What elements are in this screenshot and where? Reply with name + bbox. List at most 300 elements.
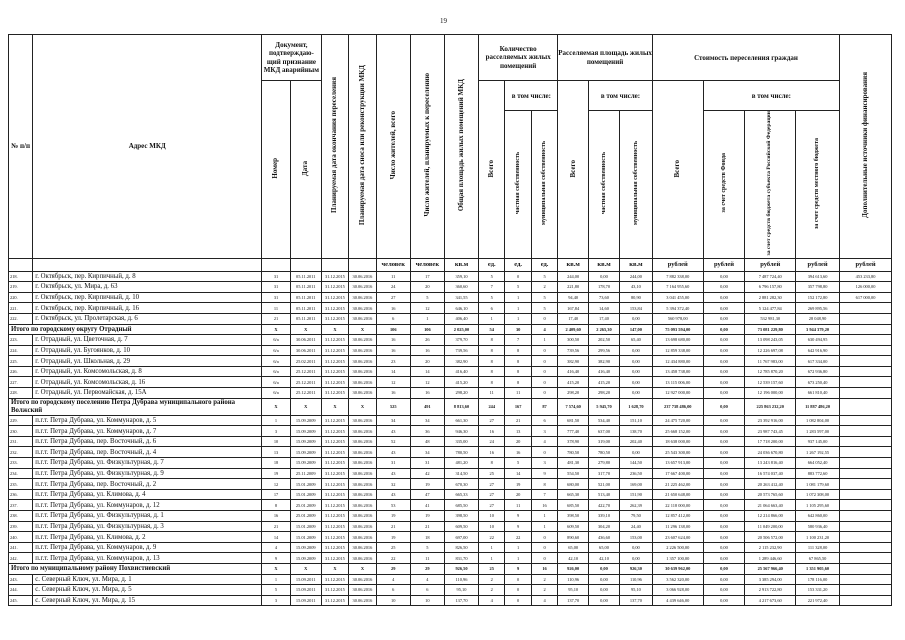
value-cell: 3 041 455,00 xyxy=(652,292,703,303)
value-cell: 5 945,70 xyxy=(589,398,620,415)
row-number: 218. xyxy=(9,271,33,282)
address-cell: п.г.т. Петра Дубрава, ул. Физкультурная, д. 1 xyxy=(33,511,262,522)
value-cell: 15.09.2011 xyxy=(290,585,321,596)
value-cell: 11 xyxy=(479,388,505,399)
value-cell: 0 xyxy=(505,574,531,585)
value-cell xyxy=(840,521,892,532)
units-row xyxy=(9,258,892,271)
value-cell: 18 xyxy=(262,458,291,469)
value-cell: 9 xyxy=(505,511,531,522)
value-cell: 19 xyxy=(410,511,444,522)
value-cell: 16 xyxy=(479,447,505,458)
address-cell: г. Отрадный, ул. Цветочная, д. 7 xyxy=(33,335,262,346)
value-cell: 1 xyxy=(531,335,557,346)
value-cell: 14 xyxy=(410,366,444,377)
header-area-private: частная собственность xyxy=(600,152,607,215)
value-cell: 11 xyxy=(262,303,291,314)
value-cell: 0,00 xyxy=(703,282,745,293)
value-cell: X xyxy=(262,398,291,415)
row-number: 228. xyxy=(9,388,33,399)
value-cell xyxy=(840,468,892,479)
value-cell: 23 607 624,00 xyxy=(652,532,703,543)
value-cell: 17,40 xyxy=(558,313,589,324)
value-cell: 153 331,20 xyxy=(796,585,840,596)
unit-cell: кв.м xyxy=(444,258,478,271)
value-cell: 42,10 xyxy=(589,553,620,564)
value-cell: 661 810,40 xyxy=(796,388,840,399)
value-cell: 0,00 xyxy=(703,521,745,532)
value-cell: 15.09.2009 xyxy=(290,553,321,564)
value-cell: 15.01.2009 xyxy=(290,479,321,490)
value-cell: 685,50 xyxy=(558,500,589,511)
header-address: Адрес МКД xyxy=(33,35,262,259)
header-planned-demolition: Планируемая дата сноса или реконструкции МКД xyxy=(357,65,366,226)
value-cell: 1 xyxy=(479,542,505,553)
value-cell: 665,30 xyxy=(558,489,589,500)
header-area-municipal: муниципальная собственность xyxy=(632,141,639,226)
value-cell: 8 xyxy=(531,479,557,490)
unit-cell: ед. xyxy=(505,258,531,271)
value-cell: 0,00 xyxy=(703,447,745,458)
value-cell xyxy=(840,489,892,500)
value-cell: 30 xyxy=(505,324,531,335)
value-cell: 25.12.2011 xyxy=(290,366,321,377)
value-cell: 11 xyxy=(505,388,531,399)
value-cell: 3 944 379,20 xyxy=(796,324,840,335)
address-cell: п.г.т. Петра Дубрава, ул. Физкультурная, д. 3 xyxy=(33,521,262,532)
header-count-private: частная собственность xyxy=(515,152,521,215)
table-row xyxy=(9,303,892,314)
value-cell: 54 xyxy=(479,324,505,335)
address-cell: п.г.т. Петра Дубрава, ул. Физкультурная, д. 9 xyxy=(33,468,262,479)
value-cell: 382,90 xyxy=(558,356,589,367)
value-cell: 14 xyxy=(505,468,531,479)
value-cell: 31.12.2015 xyxy=(321,377,349,388)
value-cell: 532 981,30 xyxy=(745,313,796,324)
address-cell: п.г.т. Петра Дубрава, ул. Климова, д. 4 xyxy=(33,489,262,500)
value-cell: 8 xyxy=(505,377,531,388)
value-cell: 05.11.2011 xyxy=(290,282,321,293)
value-cell xyxy=(840,479,892,490)
value-cell: 554,50 xyxy=(558,468,589,479)
value-cell: 0,00 xyxy=(619,345,652,356)
value-cell: 25.11.2009 xyxy=(290,468,321,479)
value-cell: 30.06.2016 xyxy=(349,468,377,479)
value-cell: 21 xyxy=(410,521,444,532)
address-cell: п.г.т. Петра Дубрава, пер. Восточный, д. 2 xyxy=(33,479,262,490)
value-cell: 831,70 xyxy=(444,553,478,564)
value-cell: 167,84 xyxy=(558,303,589,314)
value-cell: 8 xyxy=(479,366,505,377)
value-cell: 4 xyxy=(531,595,557,606)
value-cell: 1 xyxy=(262,574,291,585)
value-cell: 20 xyxy=(505,489,531,500)
value-cell: 3 xyxy=(262,426,291,437)
value-cell: 7 xyxy=(479,282,505,293)
value-cell: 13 098 243,05 xyxy=(745,335,796,346)
row-number: 234. xyxy=(9,468,33,479)
value-cell: 1 357 100,00 xyxy=(652,553,703,564)
resettlement-table xyxy=(8,34,892,606)
value-cell: 7 882 338,00 xyxy=(652,271,703,282)
value-cell: 11 xyxy=(376,271,410,282)
value-cell: 0,00 xyxy=(619,366,652,377)
value-cell: 15.01.2009 xyxy=(290,521,321,532)
value-cell: 12 xyxy=(262,479,291,490)
value-cell: 14 xyxy=(376,366,410,377)
value-cell: 15.09.2009 xyxy=(290,447,321,458)
value-cell: 378,90 xyxy=(558,436,589,447)
value-cell: 30.06.2011 xyxy=(290,335,321,346)
header-cost-total: Всего xyxy=(673,159,682,178)
table-row xyxy=(9,521,892,532)
page-number: 19 xyxy=(440,17,447,25)
value-cell: 3 xyxy=(531,426,557,437)
value-cell: 8 xyxy=(262,500,291,511)
value-cell: 24 036 670,80 xyxy=(745,447,796,458)
value-cell: 110,96 xyxy=(558,574,589,585)
value-cell xyxy=(840,335,892,346)
value-cell: 13 xyxy=(262,447,291,458)
value-cell: 13 698 680,00 xyxy=(652,335,703,346)
value-cell: 31.12.2015 xyxy=(321,426,349,437)
value-cell: 6 xyxy=(410,585,444,596)
value-cell: 15.01.2009 xyxy=(290,532,321,543)
value-cell: 883 772,60 xyxy=(796,468,840,479)
header-doc-date: Дата xyxy=(301,160,310,176)
value-cell: 12 857 412,00 xyxy=(652,511,703,522)
value-cell: 10 xyxy=(262,436,291,447)
value-cell: 34 xyxy=(410,415,444,426)
value-cell: 30.06.2016 xyxy=(349,542,377,553)
value-cell: 147,00 xyxy=(619,324,652,335)
value-cell: 0,00 xyxy=(619,553,652,564)
value-cell: 780,50 xyxy=(444,447,478,458)
row-number: 242. xyxy=(9,553,33,564)
value-cell: 16 xyxy=(376,345,410,356)
address-cell: г. Отрадный, ул. Комсомольская, д. 8 xyxy=(33,366,262,377)
value-cell: 9 xyxy=(505,563,531,574)
value-cell: 31.12.2015 xyxy=(321,345,349,356)
value-cell: 481,20 xyxy=(444,458,478,469)
row-number: 232. xyxy=(9,447,33,458)
value-cell xyxy=(840,511,892,522)
value-cell: 19 xyxy=(410,479,444,490)
value-cell: 6/а xyxy=(262,335,291,346)
value-cell: 18 xyxy=(410,532,444,543)
value-cell: 73,60 xyxy=(589,292,620,303)
value-cell: 26 xyxy=(410,335,444,346)
value-cell: 31.12.2015 xyxy=(321,553,349,564)
value-cell xyxy=(840,436,892,447)
value-cell: 0,00 xyxy=(619,377,652,388)
value-cell: 0,00 xyxy=(703,313,745,324)
value-cell: 0 xyxy=(531,356,557,367)
row-number: 233. xyxy=(9,458,33,469)
value-cell: 0,00 xyxy=(703,271,745,282)
value-cell: 1 081 179,60 xyxy=(796,479,840,490)
total-row xyxy=(9,398,892,415)
row-number: 238. xyxy=(9,511,33,522)
value-cell: 415,20 xyxy=(589,377,620,388)
value-cell: 25.02.2011 xyxy=(290,356,321,367)
header-additional: Дополнительные источники финансирования xyxy=(860,72,869,219)
value-cell: 7 164 955,60 xyxy=(652,282,703,293)
value-cell: 24 475 720,00 xyxy=(652,415,703,426)
value-cell: 422,70 xyxy=(589,500,620,511)
row-number: 219. xyxy=(9,282,33,293)
value-cell: 21 xyxy=(505,415,531,426)
value-cell: 12 214 866,00 xyxy=(745,511,796,522)
unit-cell: человек xyxy=(410,258,444,271)
value-cell: 178,70 xyxy=(589,282,620,293)
value-cell: 4 xyxy=(262,542,291,553)
value-cell: 3 066 928,00 xyxy=(652,585,703,596)
value-cell: 30.06.2016 xyxy=(349,458,377,469)
value-cell: 151,90 xyxy=(619,489,652,500)
value-cell: 1 xyxy=(410,313,444,324)
value-cell: 43 xyxy=(376,447,410,458)
value-cell: 6/а xyxy=(262,356,291,367)
value-cell xyxy=(840,398,892,415)
value-cell: 382,90 xyxy=(444,356,478,367)
value-cell: 11 887 486,20 xyxy=(796,398,840,415)
value-cell: 341,55 xyxy=(444,292,478,303)
value-cell: 453 233,80 xyxy=(840,271,892,282)
value-cell: 17 xyxy=(262,489,291,500)
value-cell: X xyxy=(290,324,321,335)
value-cell: 15.09.2009 xyxy=(290,458,321,469)
value-cell: 642 860,00 xyxy=(796,511,840,522)
value-cell: 926,30 xyxy=(619,563,652,574)
value-cell: 21 xyxy=(262,521,291,532)
value-cell: 1 072 308,00 xyxy=(796,489,840,500)
value-cell: 630 494,95 xyxy=(796,335,840,346)
address-cell: п.г.т. Петра Дубрава, ул. Коммунаров, д. 9 xyxy=(33,542,262,553)
value-cell: 2 226 500,00 xyxy=(652,542,703,553)
table-row xyxy=(9,542,892,553)
header-residents: Число жителей, всего xyxy=(388,111,397,180)
table-row xyxy=(9,271,892,282)
value-cell: 0,00 xyxy=(703,542,745,553)
unit-cell: рублей xyxy=(796,258,840,271)
value-cell: 30.06.2016 xyxy=(349,366,377,377)
value-cell: 14,60 xyxy=(589,303,620,314)
row-number: 222. xyxy=(9,313,33,324)
value-cell: 30.06.2016 xyxy=(349,426,377,437)
address-cell: п.г.т. Петра Дубрава, ул. Коммунаров, д. 5 xyxy=(33,415,262,426)
value-cell xyxy=(840,415,892,426)
value-cell: 31.12.2015 xyxy=(321,436,349,447)
value-cell: 6/а xyxy=(262,388,291,399)
value-cell: 0,00 xyxy=(703,458,745,469)
value-cell: 664 052,40 xyxy=(796,458,840,469)
value-cell: 29 xyxy=(376,563,410,574)
value-cell: 685,50 xyxy=(444,500,478,511)
value-cell: 30.06.2016 xyxy=(349,303,377,314)
value-cell: 31.12.2015 xyxy=(321,585,349,596)
value-cell: 30.06.2016 xyxy=(349,271,377,282)
value-cell: 23 987 743,45 xyxy=(745,426,796,437)
value-cell: 27 xyxy=(479,500,505,511)
value-cell: 2 xyxy=(479,574,505,585)
value-cell: 6/а xyxy=(262,366,291,377)
value-cell: 0 xyxy=(531,377,557,388)
value-cell: 415,20 xyxy=(558,377,589,388)
row-number: 236. xyxy=(9,489,33,500)
value-cell: 6/а xyxy=(262,345,291,356)
address-cell: с. Северный Ключ, ул. Мира, д. 1 xyxy=(33,574,262,585)
value-cell xyxy=(840,458,892,469)
value-cell: 1 xyxy=(505,542,531,553)
value-cell: 4 xyxy=(531,436,557,447)
value-cell: 609,50 xyxy=(444,521,478,532)
unit-cell: кв.м xyxy=(558,258,589,271)
value-cell: 20 573 765,60 xyxy=(745,489,796,500)
value-cell: 137,70 xyxy=(444,595,478,606)
value-cell: 926,00 xyxy=(558,563,589,574)
value-cell: 6/а xyxy=(262,377,291,388)
header-cost-subject: за счет средств бюджета субъекта Российской Федерации xyxy=(766,111,773,256)
header-count-municipal: муниципальная собственность xyxy=(541,141,548,226)
value-cell: 31.12.2015 xyxy=(321,335,349,346)
row-number: 244. xyxy=(9,585,33,596)
table-row xyxy=(9,388,892,399)
value-cell: 31.12.2015 xyxy=(321,521,349,532)
value-cell: 52 xyxy=(376,436,410,447)
table-row xyxy=(9,468,892,479)
total-row xyxy=(9,324,892,335)
unit-cell: рублей xyxy=(652,258,703,271)
value-cell: 0,00 xyxy=(703,585,745,596)
address-cell: с. Северный Ключ, ул. Мира, д. 15 xyxy=(33,595,262,606)
value-cell: 269 895,56 xyxy=(796,303,840,314)
value-cell: 890,60 xyxy=(558,532,589,543)
value-cell: 94,40 xyxy=(558,292,589,303)
row-number: 231. xyxy=(9,436,33,447)
value-cell: 2 xyxy=(479,585,505,596)
value-cell: 31.12.2015 xyxy=(321,292,349,303)
value-cell: 16 xyxy=(262,511,291,522)
value-cell: 11 xyxy=(410,553,444,564)
value-cell: 31 xyxy=(410,458,444,469)
value-cell xyxy=(840,447,892,458)
value-cell: 12 785 870,20 xyxy=(745,366,796,377)
value-cell: 24 xyxy=(376,282,410,293)
value-cell: 27 xyxy=(479,489,505,500)
value-cell: 2 025,00 xyxy=(444,324,478,335)
table-row xyxy=(9,313,892,324)
header-count-rooms: Количество расселяемых жилых помещений xyxy=(479,35,558,81)
table-row xyxy=(9,335,892,346)
value-cell: 1 xyxy=(262,415,291,426)
value-cell: 436,60 xyxy=(589,532,620,543)
total-label: Итого по городскому округу Отрадный xyxy=(9,324,262,335)
row-number: 235. xyxy=(9,479,33,490)
unit-cell xyxy=(349,258,377,271)
value-cell: 357 798,80 xyxy=(796,282,840,293)
value-cell: 65,00 xyxy=(558,542,589,553)
header-planned-end: Планируемая дата окончания переселения xyxy=(330,77,339,214)
value-cell: 31.12.2015 xyxy=(321,271,349,282)
value-cell: 12 539 157,60 xyxy=(745,377,796,388)
value-cell: 5 xyxy=(410,542,444,553)
value-cell: 617 000,00 xyxy=(840,292,892,303)
value-cell: 32 xyxy=(376,479,410,490)
value-cell: 31.12.2015 xyxy=(321,595,349,606)
value-cell: 11 296 138,00 xyxy=(652,521,703,532)
table-row xyxy=(9,479,892,490)
value-cell: 30.06.2016 xyxy=(349,292,377,303)
value-cell: 53 xyxy=(376,500,410,511)
value-cell: 13 xyxy=(505,426,531,437)
value-cell: 672 936,80 xyxy=(796,366,840,377)
value-cell: 8 xyxy=(479,458,505,469)
value-cell: 0,00 xyxy=(703,511,745,522)
value-cell: 5 xyxy=(531,292,557,303)
value-cell: 279,80 xyxy=(589,458,620,469)
value-cell: 0,00 xyxy=(703,415,745,426)
value-cell: 0,00 xyxy=(703,436,745,447)
value-cell: 30.06.2016 xyxy=(349,574,377,585)
value-cell: 0,00 xyxy=(703,553,745,564)
value-cell: 299,56 xyxy=(589,345,620,356)
value-cell: 31.12.2015 xyxy=(321,447,349,458)
address-cell: г. Отрадный, ул. Комсомольская, д. 16 xyxy=(33,377,262,388)
value-cell: 30.06.2011 xyxy=(290,345,321,356)
value-cell: 262,39 xyxy=(619,500,652,511)
value-cell: 2 xyxy=(531,574,557,585)
value-cell: 236,50 xyxy=(619,468,652,479)
value-cell: 0,00 xyxy=(703,479,745,490)
value-cell: 646,10 xyxy=(444,303,478,314)
value-cell: 31.12.2015 xyxy=(321,500,349,511)
table-body xyxy=(9,271,892,606)
value-cell: 3 385 294,00 xyxy=(745,574,796,585)
value-cell: 0,00 xyxy=(589,574,620,585)
table-row xyxy=(9,292,892,303)
value-cell: 110,96 xyxy=(444,574,478,585)
value-cell: 41 xyxy=(410,500,444,511)
value-cell: 05.11.2011 xyxy=(290,271,321,282)
unit-cell: кв.м xyxy=(589,258,620,271)
value-cell: 43 xyxy=(376,468,410,479)
value-cell: 0,00 xyxy=(703,398,745,415)
value-cell: 0,00 xyxy=(703,595,745,606)
value-cell: 31.12.2015 xyxy=(321,574,349,585)
value-cell: 0 xyxy=(531,388,557,399)
value-cell: 9 xyxy=(531,468,557,479)
value-cell: 0,00 xyxy=(703,335,745,346)
value-cell: 17 xyxy=(410,271,444,282)
value-cell: 0 xyxy=(505,595,531,606)
value-cell: 0 xyxy=(531,553,557,564)
value-cell: 30.06.2016 xyxy=(349,345,377,356)
address-cell: п.г.т. Петра Дубрава, ул. Коммунаров, д. 12 xyxy=(33,500,262,511)
value-cell: 17,40 xyxy=(589,313,620,324)
value-cell: 1 xyxy=(505,303,531,314)
address-cell: г. Октябрьск, ул. Пролетарская, д. 6 xyxy=(33,313,262,324)
value-cell: 137,70 xyxy=(558,595,589,606)
value-cell: 9 xyxy=(262,553,291,564)
unit-cell: рублей xyxy=(745,258,796,271)
header-area-in-that: в том числе: xyxy=(589,81,653,111)
value-cell: 0,00 xyxy=(703,532,745,543)
value-cell: 30.06.2016 xyxy=(349,335,377,346)
unit-cell: человек xyxy=(376,258,410,271)
value-cell: 6 xyxy=(531,415,557,426)
header-area-rooms: Расселяемая площадь жилых помещений xyxy=(558,35,653,81)
